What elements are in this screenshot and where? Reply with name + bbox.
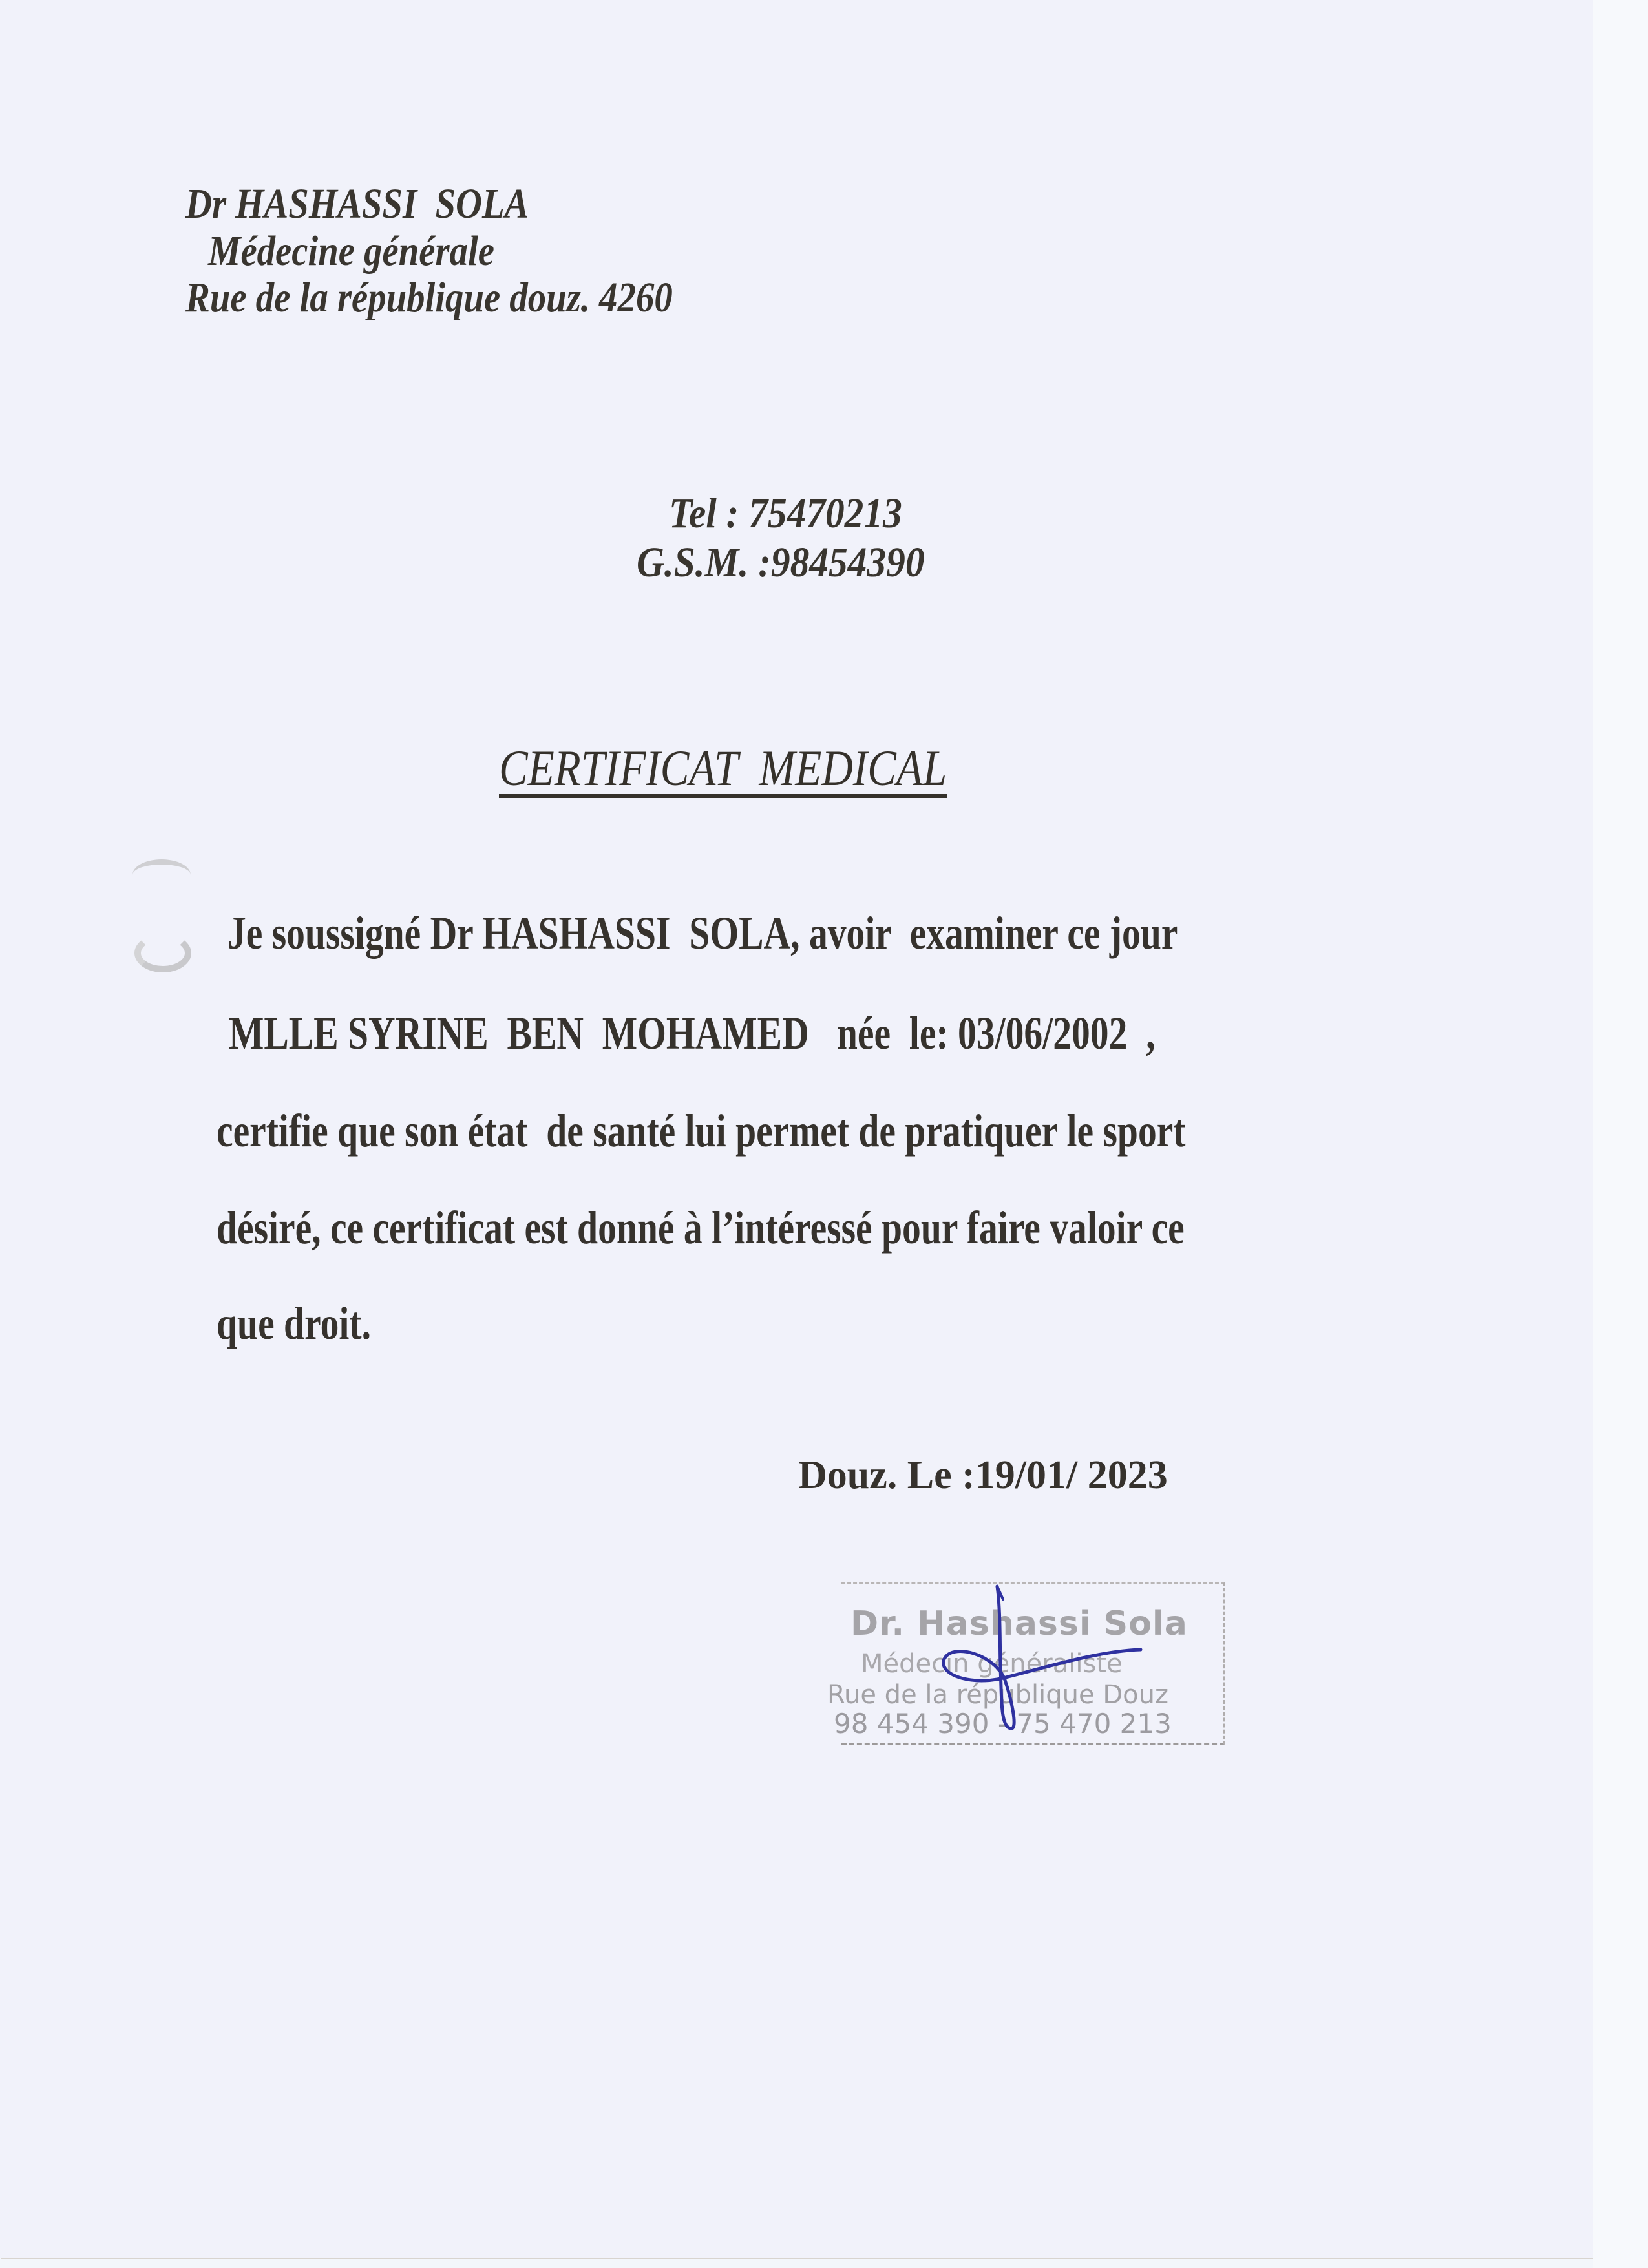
- signature-stroke: [944, 1586, 1141, 1728]
- handwritten-signature: [905, 1570, 1215, 1738]
- stamp-phones: 98 454 390 - 75 470 213: [834, 1708, 1172, 1739]
- stamp-doctor-name: Dr. Hashassi Sola: [850, 1604, 1188, 1643]
- date-line: Douz. Le :19/01/ 2023: [798, 1453, 1168, 1497]
- telephone-number: Tel : 75470213: [669, 490, 902, 537]
- doctor-address: Rue de la république douz. 4260: [185, 274, 673, 321]
- certificate-title: CERTIFICAT MEDICAL: [499, 740, 947, 796]
- margin-smudge: [132, 859, 191, 890]
- body-line-3: certifie que son état de santé lui permet de pratiquer le sport: [217, 1105, 1186, 1157]
- body-line-2-patient: MLLE SYRINE BEN MOHAMED née le: 03/06/2002 ,: [229, 1007, 1156, 1059]
- stamp-address: Rue de la république Douz: [827, 1680, 1168, 1710]
- margin-smudge-ring: [134, 934, 191, 972]
- gsm-number: G.S.M. :98454390: [637, 539, 925, 586]
- scanner-background: [1593, 0, 1648, 2268]
- stamp-specialty: Médecin généraliste: [861, 1649, 1123, 1679]
- body-line-5: que droit.: [217, 1297, 371, 1349]
- body-line-1: Je soussigné Dr HASHASSI SOLA, avoir examiner ce jour: [227, 907, 1178, 959]
- doctor-name: Dr HASHASSI SOLA: [185, 180, 529, 227]
- doctor-specialty: Médecine générale: [208, 227, 494, 275]
- body-line-4: désiré, ce certificat est donné à l’intéressé pour faire valoir ce: [217, 1202, 1185, 1254]
